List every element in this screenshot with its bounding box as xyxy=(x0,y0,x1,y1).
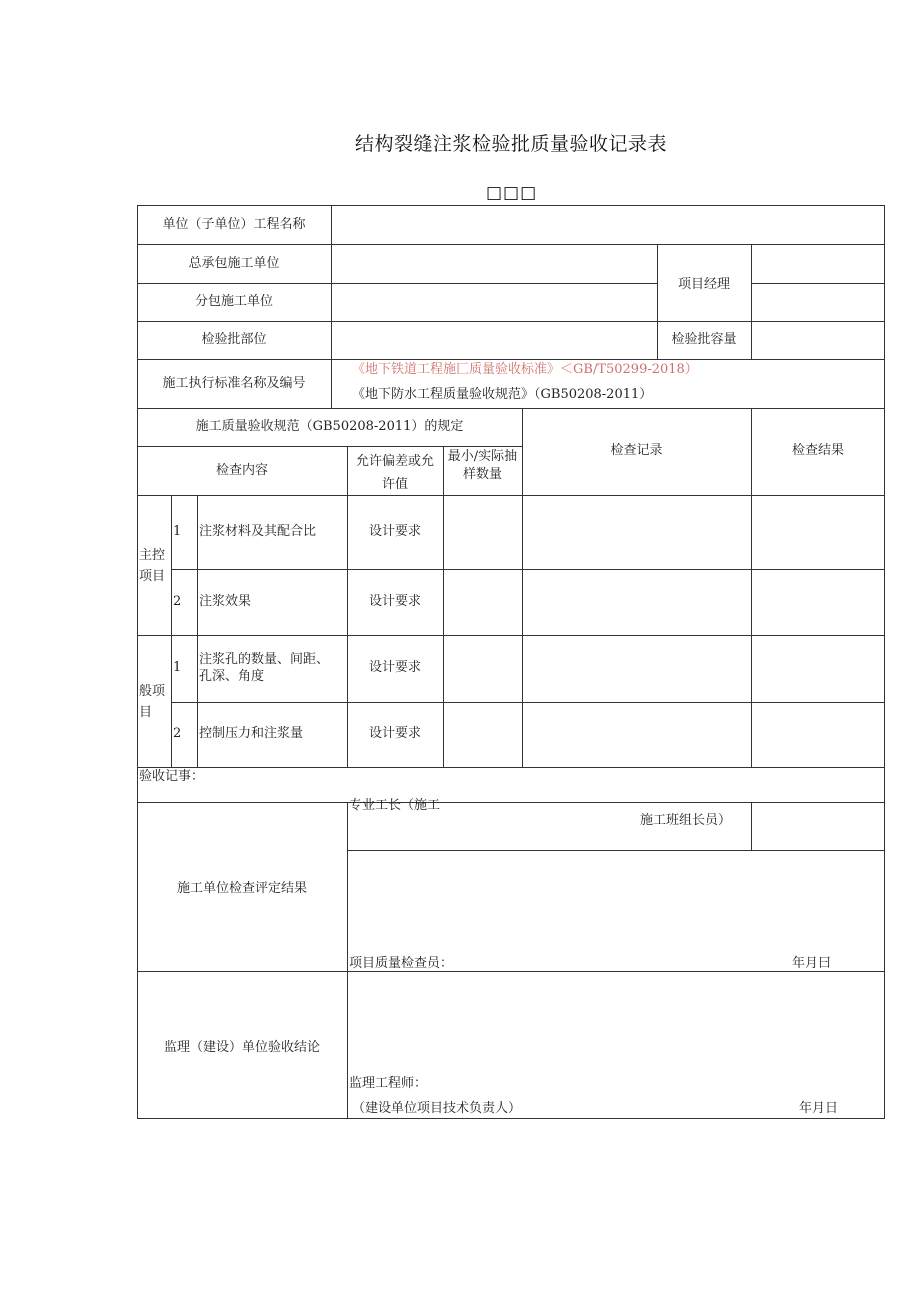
item-number: 2 xyxy=(173,594,182,609)
item-allowed: 设计要求 xyxy=(368,594,421,609)
main-control-label-2: 项目 xyxy=(139,569,166,584)
item-content: 注浆材料及其配合比 xyxy=(199,524,317,539)
allowed-dev-header-1: 允许偏差或允 xyxy=(355,454,434,469)
owner-rep-label: （建设单位项目技术负责人） xyxy=(352,1101,522,1116)
item-number: 1 xyxy=(173,660,182,675)
spec-rule-header: 施工质量验收规范（GB50208-2011）的规定 xyxy=(195,419,464,434)
foreman-label: 专业工长（施工 xyxy=(349,798,441,813)
supervision-engineer-label: 监理工程师： xyxy=(349,1076,428,1091)
row-divider xyxy=(137,244,885,245)
page-title: 结构裂缝注浆检验批质量验收记录表 xyxy=(354,133,667,155)
col-divider xyxy=(197,495,198,767)
batch-capacity-label: 检验批容量 xyxy=(671,332,737,347)
check-content-header: 检查内容 xyxy=(215,463,268,478)
construction-label: 施工单位检查评定结果 xyxy=(176,881,307,896)
col-divider xyxy=(751,802,752,850)
batch-part-label: 检验批部位 xyxy=(201,332,267,347)
project-manager-label: 项目经理 xyxy=(677,277,730,292)
col-divider xyxy=(347,802,348,1119)
sample-header-1: 最小/实际抽 xyxy=(447,449,518,464)
item-allowed: 设计要求 xyxy=(368,660,421,675)
row-divider xyxy=(137,446,522,447)
check-result-header: 检查结果 xyxy=(791,443,844,458)
form-code: □□□ xyxy=(486,183,538,203)
col-divider xyxy=(171,495,172,767)
row-divider xyxy=(137,321,885,322)
row-divider xyxy=(171,702,885,703)
row-divider xyxy=(137,767,885,768)
general-label-2: 目 xyxy=(139,705,153,720)
row-divider xyxy=(137,635,885,636)
allowed-dev-header-2: 许值 xyxy=(381,477,408,492)
item-allowed: 设计要求 xyxy=(368,726,421,741)
general-label-1: 般项 xyxy=(139,684,166,699)
col-divider xyxy=(331,205,332,408)
check-record-header: 检查记录 xyxy=(610,443,663,458)
row-divider xyxy=(137,802,885,803)
standard-2: 《地下防水工程质量验收规范》（GB50208-2011） xyxy=(352,387,653,402)
col-divider xyxy=(522,408,523,767)
quality-inspector-label: 项目质量检查员： xyxy=(349,956,454,971)
row-divider xyxy=(137,495,885,496)
row-divider xyxy=(751,283,885,284)
item-content: 控制压力和注浆量 xyxy=(199,726,304,741)
row-divider xyxy=(171,569,885,570)
item-content-cont: 孔深、角度 xyxy=(199,669,265,684)
row-divider xyxy=(137,283,658,284)
col-divider xyxy=(443,446,444,767)
col-divider xyxy=(751,244,752,359)
project-name-label: 单位（子单位）工程名称 xyxy=(162,217,306,232)
col-divider xyxy=(751,408,752,767)
row-divider xyxy=(137,408,885,409)
row-divider xyxy=(137,359,885,360)
sample-header-2: 样数量 xyxy=(462,467,502,482)
supervision-date: 年月日 xyxy=(799,1101,839,1116)
item-number: 1 xyxy=(173,524,182,539)
acceptance-note: 验收记事： xyxy=(139,769,205,784)
item-allowed: 设计要求 xyxy=(368,524,421,539)
general-contractor-label: 总承包施工单位 xyxy=(188,256,280,271)
row-divider xyxy=(137,971,885,972)
main-control-label-1: 主控 xyxy=(139,548,166,563)
item-content: 注浆孔的数量、间距、 xyxy=(199,652,330,667)
subcontractor-label: 分包施工单位 xyxy=(194,294,273,309)
supervision-label: 监理（建设）单位验收结论 xyxy=(163,1040,320,1055)
team-leader-label: 施工班组长员） xyxy=(640,813,732,828)
construction-date: 年月曰 xyxy=(792,956,832,971)
row-divider xyxy=(347,850,885,851)
standard-label: 施工执行标准名称及编号 xyxy=(162,376,306,391)
standard-1: 《地下铁道工程施匚质量验收标准》＜GB/T50299-2018） xyxy=(352,362,698,377)
item-content: 注浆效果 xyxy=(199,594,252,609)
item-number: 2 xyxy=(173,726,182,741)
